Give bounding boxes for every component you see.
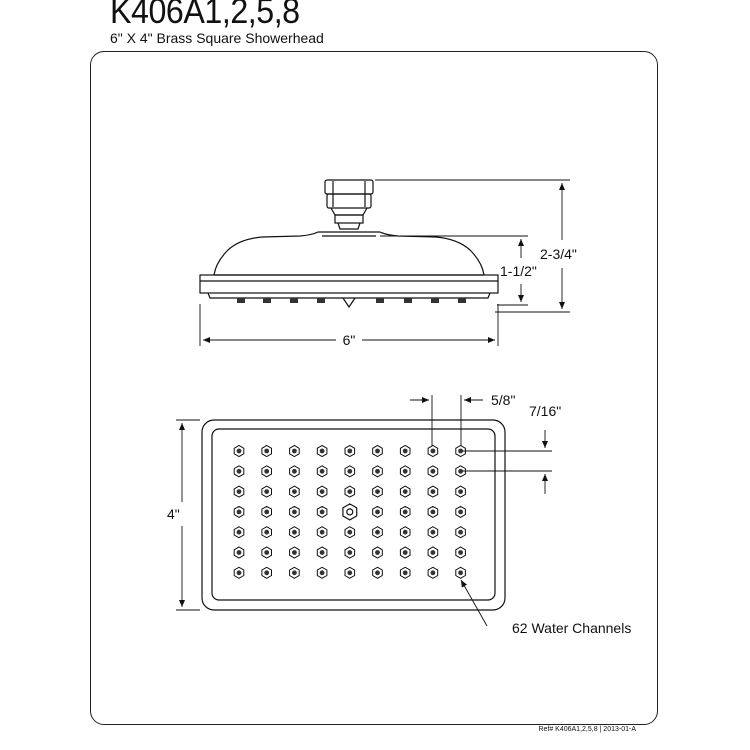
nozzle-spacing-label: 5/8"	[491, 392, 516, 408]
nozzle-hole	[264, 489, 269, 494]
nozzle-hole	[292, 510, 297, 515]
total-height-label: 2-3/4"	[540, 246, 577, 262]
nozzle-hole	[237, 449, 242, 454]
nozzle-hole	[347, 570, 352, 575]
nozzle-hole	[292, 449, 297, 454]
reference-note: Ref# K406A1,2,5,8 | 2013-01-A	[538, 726, 636, 733]
nozzle-hole	[347, 530, 352, 535]
nozzle-hole	[431, 510, 436, 515]
nozzle-hole	[237, 489, 242, 494]
nozzle-hole	[292, 550, 297, 555]
nozzle-hole	[264, 570, 269, 575]
nozzle-hole	[292, 489, 297, 494]
nozzle-hole	[458, 510, 463, 515]
nozzle-hole	[403, 469, 408, 474]
nozzle-hole	[320, 449, 325, 454]
nozzle-hole	[264, 469, 269, 474]
nozzle-hole	[292, 530, 297, 535]
nozzle-hole	[264, 510, 269, 515]
face-view	[176, 395, 552, 626]
nozzle-hole	[264, 449, 269, 454]
nozzle-hole	[431, 570, 436, 575]
nozzle-hole	[237, 510, 242, 515]
nozzle-hole	[375, 550, 380, 555]
nozzle-hole	[375, 570, 380, 575]
nozzle-hole	[347, 489, 352, 494]
product-description: 6" X 4" Brass Square Showerhead	[110, 30, 324, 46]
nozzle-hole	[264, 530, 269, 535]
nozzle-hole	[347, 550, 352, 555]
nozzle-hole	[431, 550, 436, 555]
nozzle-hole	[431, 530, 436, 535]
head-height-label: 1-1/2"	[500, 263, 537, 279]
water-channels-label: 62 Water Channels	[512, 620, 632, 636]
row-spacing-label: 7/16"	[529, 403, 562, 419]
nozzle-hole	[320, 550, 325, 555]
nozzle-hole	[403, 530, 408, 535]
nozzle-hole	[458, 530, 463, 535]
nozzle-hole	[431, 469, 436, 474]
nozzle-hole	[320, 530, 325, 535]
nozzle-hole	[237, 530, 242, 535]
nozzle-hole	[403, 570, 408, 575]
nozzle-hole	[320, 510, 325, 515]
nozzle-hole	[375, 530, 380, 535]
nozzle-hole	[320, 570, 325, 575]
channels-leader	[461, 580, 487, 626]
nozzle-hole	[431, 489, 436, 494]
showerhead-body	[200, 232, 498, 307]
faceplate-outer	[202, 420, 505, 610]
nozzle-hole	[458, 570, 463, 575]
width-label: 6"	[342, 332, 356, 348]
nozzle-hole	[347, 449, 352, 454]
center-nozzle	[343, 298, 355, 307]
nozzle-hole	[375, 469, 380, 474]
model-title: K406A1,2,5,8	[110, 0, 300, 31]
row-spacing-dimension	[462, 430, 552, 494]
nozzle-grid	[234, 446, 465, 579]
nozzle-hole	[458, 550, 463, 555]
nozzle-hole	[237, 550, 242, 555]
nozzle-hole	[403, 489, 408, 494]
nozzle-hole	[375, 449, 380, 454]
nozzle-hole	[292, 570, 297, 575]
nozzle-hole	[375, 489, 380, 494]
height-label: 4"	[167, 506, 180, 522]
connector-nut	[325, 180, 373, 229]
nozzle-hole	[264, 550, 269, 555]
nozzle-hole	[237, 469, 242, 474]
nozzle-hole	[458, 489, 463, 494]
nozzle-hole	[347, 469, 352, 474]
nozzle-hole	[403, 550, 408, 555]
nozzle-hole	[237, 570, 242, 575]
nozzle-hole	[403, 510, 408, 515]
nozzle-hole	[431, 449, 436, 454]
nozzle-hole	[403, 449, 408, 454]
nozzle-hole	[292, 469, 297, 474]
nozzle-hole	[320, 489, 325, 494]
center-fastener	[343, 504, 357, 520]
center-fastener-hole	[347, 509, 353, 515]
nozzle-hole	[375, 510, 380, 515]
nozzle-hole	[320, 469, 325, 474]
